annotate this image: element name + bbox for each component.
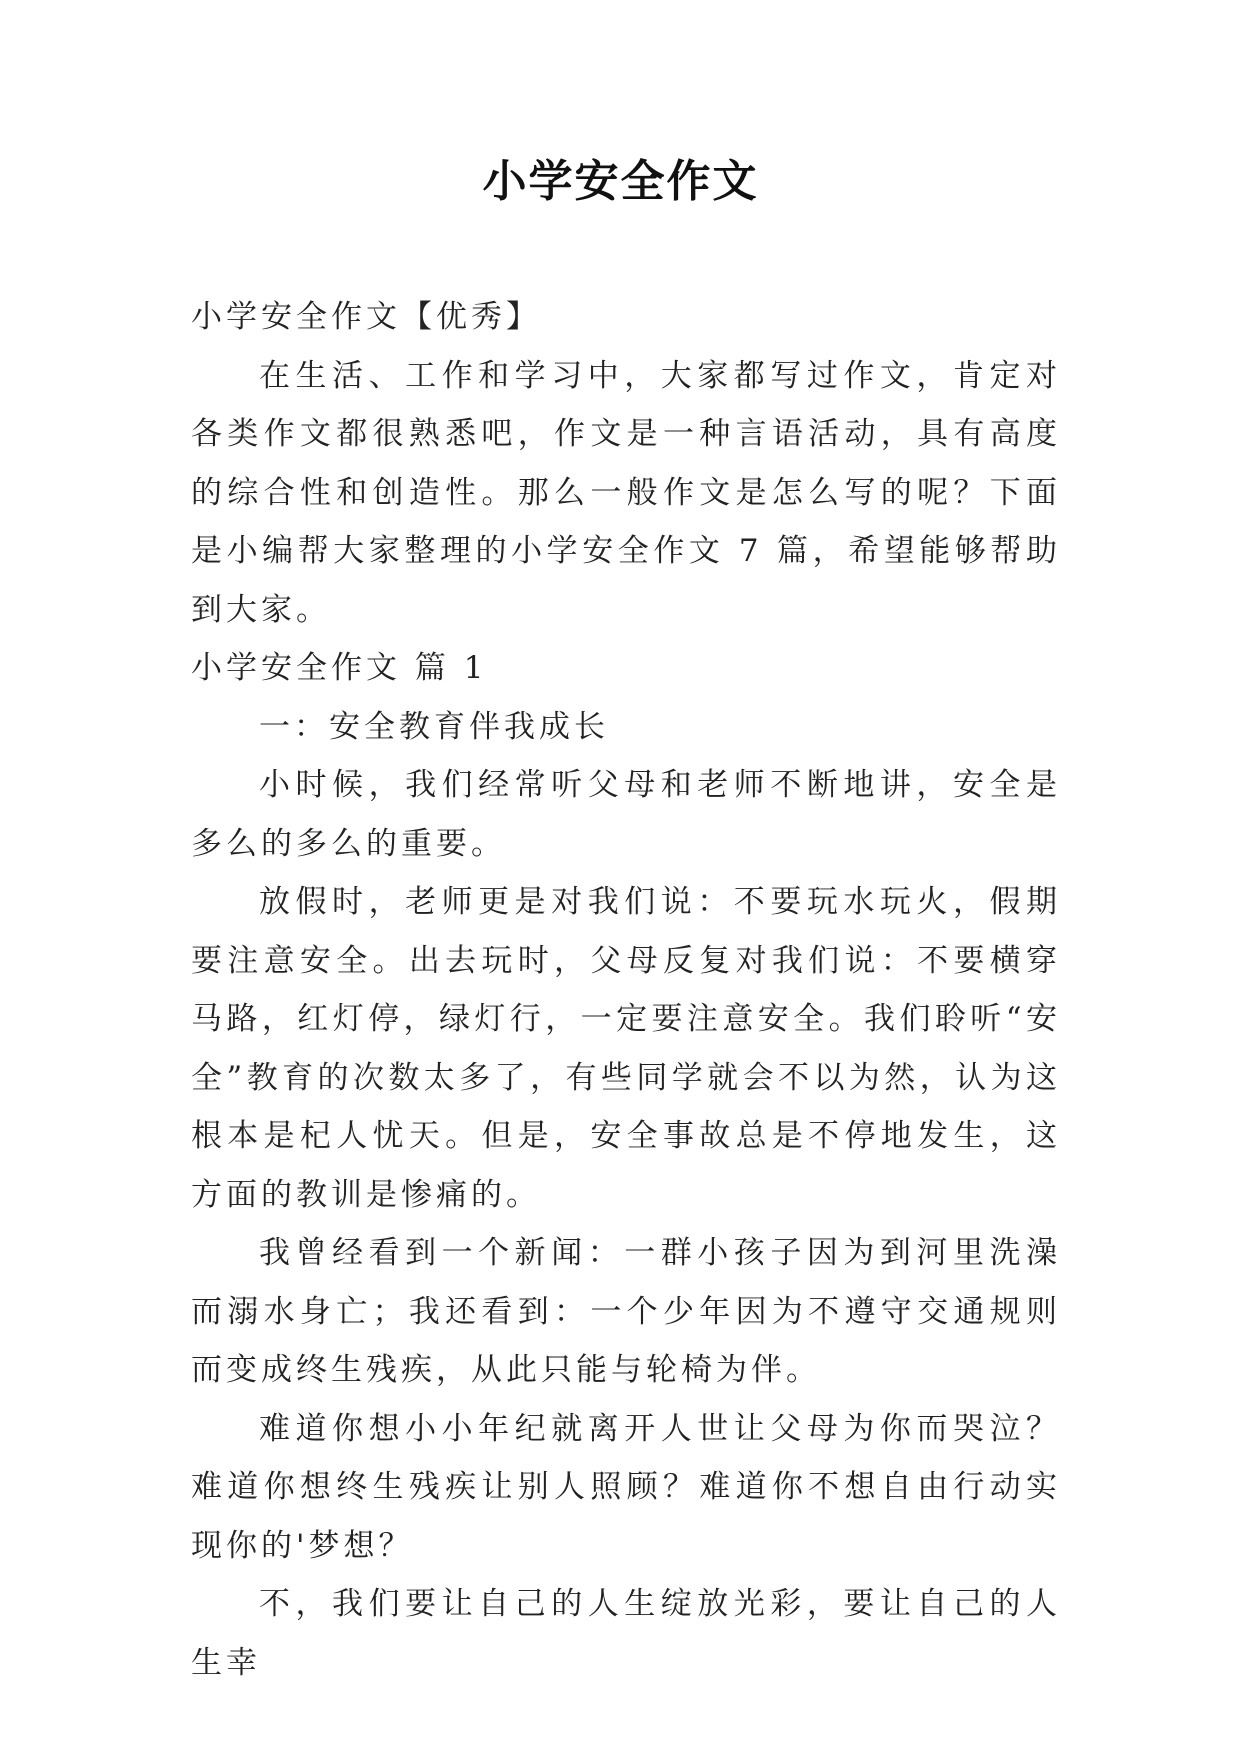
paragraph: 放假时，老师更是对我们说：不要玩水玩火，假期要注意安全。出去玩时，父母反复对我们说：不要横穿马路，红灯停，绿灯行，一定要注意安全。我们聆听“安全”教育的次数太多了，有些同学就会不以为然，认为这根本是杞人忧天。但是，安全事故总是不停地发生，这方面的教训是惨痛的。	[191, 884, 1061, 1213]
document-title: 小学安全作文	[482, 156, 759, 207]
paragraph-heading-one: 一：安全教育伴我成长	[259, 708, 609, 745]
document-body	[191, 288, 1061, 1692]
paragraph: 小时候，我们经常听父母和老师不断地讲，安全是多么的多么的重要。	[191, 767, 1061, 862]
paragraph: 不，我们要让自己的人生绽放光彩，要让自己的人生幸	[191, 1586, 1061, 1681]
paragraph: 难道你想小小年纪就离开人世让父母为你而哭泣？难道你想终生残疾让别人照顾？难道你不想自由行动实现你的'梦想？	[191, 1410, 1061, 1564]
paragraph: 我曾经看到一个新闻：一群小孩子因为到河里洗澡而溺水身亡；我还看到：一个少年因为不遵守交通规则而变成终生残疾，从此只能与轮椅为伴。	[191, 1235, 1061, 1388]
section-heading: 小学安全作文 篇 1	[191, 650, 488, 686]
paragraph-subtitle: 小学安全作文【优秀】	[191, 299, 541, 335]
paragraph-intro: 在生活、工作和学习中，大家都写过作文，肯定对各类作文都很熟悉吧，作文是一种言语活动，具有高度的综合性和创造性。那么一般作文是怎么写的呢？下面是小编帮大家整理的小学安全作文 7 篇，希望能够帮助到大家。	[191, 357, 1061, 628]
